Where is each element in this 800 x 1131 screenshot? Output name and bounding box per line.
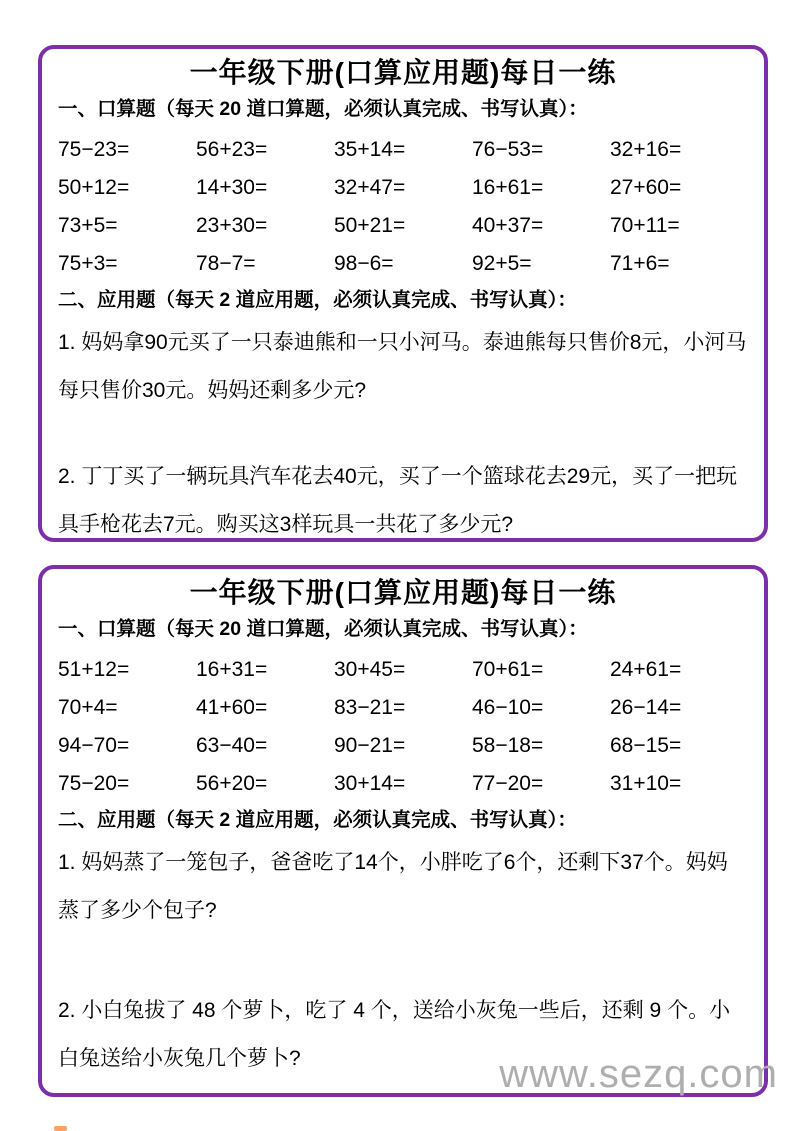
- oral-problem: 63−40=: [196, 734, 268, 757]
- oral-problem: 32+16=: [610, 138, 682, 161]
- word-section-header: 二、应用题（每天 2 道应用题，必须认真完成、书写认真）：: [58, 809, 577, 831]
- word-problem-2: 2. 丁丁买了一辆玩具汽车花去40元，买了一个篮球花去29元，买了一把玩具手枪花去7元。购买这3样玩具一共花了多少元?: [58, 465, 738, 536]
- oral-row: [58, 207, 748, 245]
- word-section-header: 二、应用题（每天 2 道应用题，必须认真完成、书写认真）：: [58, 289, 577, 311]
- oral-problem: 27+60=: [610, 176, 682, 199]
- page-corner-fragment: [54, 1126, 67, 1131]
- oral-problem: 83−21=: [334, 696, 406, 719]
- oral-row: [58, 245, 748, 283]
- oral-problem: 70+4=: [58, 696, 118, 719]
- oral-problem: 46−10=: [472, 696, 544, 719]
- oral-problem: 30+14=: [334, 772, 406, 795]
- oral-problem: 90−21=: [334, 734, 406, 757]
- oral-problem: 75−20=: [58, 772, 130, 795]
- oral-problem: 75−23=: [58, 138, 130, 161]
- oral-problem: 14+30=: [196, 176, 268, 199]
- watermark: www.sezq.com: [499, 1052, 778, 1096]
- oral-row: [58, 131, 748, 169]
- oral-problem: 32+47=: [334, 176, 406, 199]
- oral-problem: 73+5=: [58, 214, 118, 237]
- oral-problem: 16+61=: [472, 176, 544, 199]
- worksheet-panel-1: [38, 45, 768, 542]
- word-problem-2: 2. 小白兔拔了 48 个萝卜，吃了 4 个，送给小灰兔一些后，还剩 9 个。小白兔送给小灰兔几个萝卜?: [58, 999, 731, 1070]
- oral-problem: 40+37=: [472, 214, 544, 237]
- oral-problem: 75+3=: [58, 252, 118, 275]
- oral-problem: 51+12=: [58, 658, 130, 681]
- oral-problem: 50+21=: [334, 214, 406, 237]
- oral-problem: 26−14=: [610, 696, 682, 719]
- oral-problem: 41+60=: [196, 696, 268, 719]
- oral-problem: 31+10=: [610, 772, 682, 795]
- oral-problem: 92+5=: [472, 252, 532, 275]
- oral-row: [58, 765, 748, 803]
- oral-problem: 68−15=: [610, 734, 682, 757]
- panel-title: 一年级下册(口算应用题)每日一练: [189, 577, 617, 608]
- word-problem-1: 1. 妈妈蒸了一笼包子，爸爸吃了14个，小胖吃了6个，还剩下37个。妈妈蒸了多少个包子?: [58, 851, 728, 922]
- oral-problem: 71+6=: [610, 252, 670, 275]
- oral-problem: 70+61=: [472, 658, 544, 681]
- oral-problem: 35+14=: [334, 138, 406, 161]
- worksheet-panel-2: [38, 565, 768, 1097]
- oral-problem: 50+12=: [58, 176, 130, 199]
- oral-problem: 16+31=: [196, 658, 268, 681]
- oral-problem: 78−7=: [196, 252, 256, 275]
- oral-section-header: 一、口算题（每天 20 道口算题，必须认真完成、书写认真）：: [58, 98, 588, 120]
- oral-section-header: 一、口算题（每天 20 道口算题，必须认真完成、书写认真）：: [58, 618, 588, 640]
- oral-row: [58, 651, 748, 689]
- word-problem-1: 1. 妈妈拿90元买了一只泰迪熊和一只小河马。泰迪熊每只售价8元，小河马每只售价30元。妈妈还剩多少元?: [58, 331, 747, 402]
- oral-row: [58, 727, 748, 765]
- oral-problem: 98−6=: [334, 252, 394, 275]
- oral-problems-grid: [58, 131, 748, 283]
- oral-problem: 76−53=: [472, 138, 544, 161]
- oral-problem: 56+23=: [196, 138, 268, 161]
- oral-problem: 23+30=: [196, 214, 268, 237]
- oral-problem: 30+45=: [334, 658, 406, 681]
- oral-problem: 58−18=: [472, 734, 544, 757]
- panel-title: 一年级下册(口算应用题)每日一练: [189, 57, 617, 88]
- oral-problem: 70+11=: [610, 214, 680, 237]
- oral-problem: 24+61=: [610, 658, 682, 681]
- oral-row: [58, 169, 748, 207]
- oral-problem: 94−70=: [58, 734, 130, 757]
- oral-problem: 56+20=: [196, 772, 268, 795]
- oral-problem: 77−20=: [472, 772, 544, 795]
- oral-problems-grid: [58, 651, 748, 803]
- oral-row: [58, 689, 748, 727]
